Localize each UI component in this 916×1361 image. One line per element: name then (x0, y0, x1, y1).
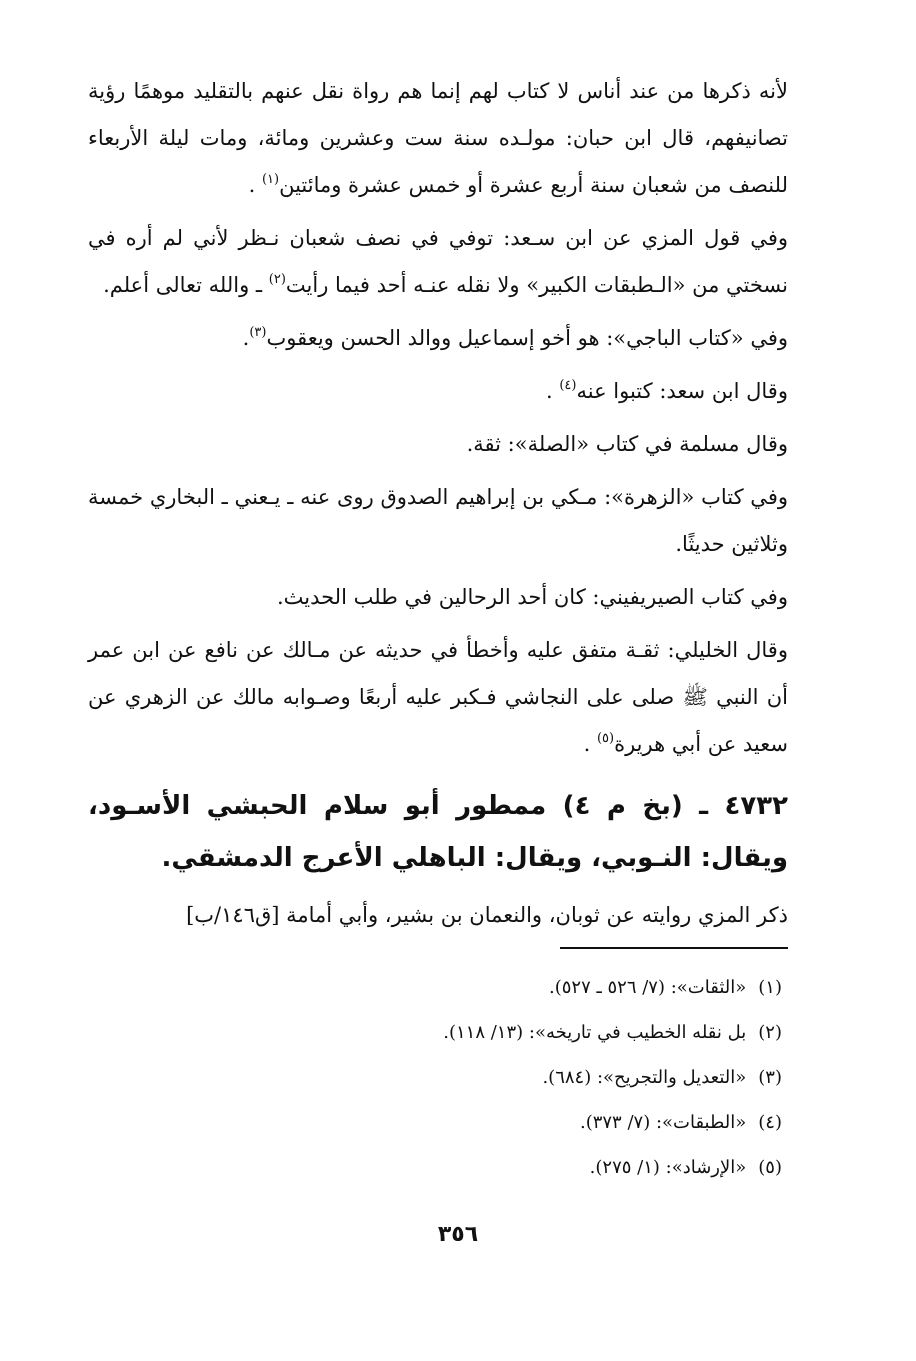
paragraph-1: لأنه ذكرها من عند أناس لا كتاب لهم إنما هم رواة نقل عنهم بالتقليد موهمًا رؤية تصانيفهم، قال ابن حبان: مولـده سنة ست وعشرين ومائة، ومات ليلة الأربعاء للنصف من شعبان سنة أربع عشرة أو خمس عشرة ومائتين$^{(١)}$ . (88, 79, 788, 197)
footnote-ref-2[interactable]: (٢) (268, 272, 286, 287)
footnote-1 (88, 965, 788, 1010)
footnote-divider (560, 947, 788, 949)
footnote-5 (88, 1145, 788, 1190)
footnote-ref-5[interactable]: (٥) (596, 731, 615, 746)
footnote-2 (88, 1010, 788, 1055)
footnote-number: (٤) (758, 1112, 782, 1133)
paragraph-8: وقال الخليلي: ثقـة متفق عليه وأخطأ في حديثه عن مـالك عن نافع عن ابن عمر أن النبي ﷺ صلى على النجاشي فـكبر عليه أربعًا وصـوابه مالك عن الزهري عن سعيد عن أبي هريرة$^{(٥)}$ . (88, 638, 788, 756)
footnote-3 (88, 1055, 788, 1100)
footnote-number: (٣) (758, 1067, 782, 1088)
paragraph-7: وفي كتاب الصيريفيني: كان أحد الرحالين في طلب الحديث. (276, 585, 788, 609)
footnote-text: «التعديل والتجريح»: (٦٨٤). (542, 1067, 747, 1088)
footnote-text: «الإرشاد»: (١/ ٢٧٥). (589, 1157, 747, 1178)
footnotes (88, 965, 788, 1190)
footnote-ref-1[interactable]: (١) (261, 172, 280, 187)
entry-text: ذكر المزي روايته عن ثوبان، والنعمان بن بشير، وأبي أمامة [ق١٤٦/ب] (186, 903, 788, 927)
footnote-text: «الثقات»: (٧/ ٥٢٦ ـ ٥٢٧). (549, 977, 747, 998)
paragraph-5: وقال مسلمة في كتاب «الصلة»: ثقة. (466, 432, 788, 456)
paragraph-6: وفي كتاب «الزهرة»: مـكي بن إبراهيم الصدوق روى عنه ـ يـعني ـ البخاري خمسة وثلاثين حديثًا. (88, 485, 788, 556)
page-number: ٣٥٦ (437, 1222, 479, 1247)
footnote-number: (٢) (758, 1022, 782, 1043)
paragraph-2: وفي قول المزي عن ابن سـعد: توفي في نصف شعبان نـظر لأني لم أره في نسختي من «الـطبقات الكبير» ولا نقله عنـه أحد فيما رأيت$^{(٢)}$ ـ والله تعالى أعلم. (88, 226, 788, 297)
footnote-number: (١) (758, 977, 782, 998)
footnote-4 (88, 1100, 788, 1145)
footnote-ref-4[interactable]: (٤) (559, 378, 577, 393)
footnote-text: بل نقله الخطيب في تاريخه»: (١٣/ ١١٨). (443, 1022, 747, 1043)
paragraph-3: وفي «كتاب الباجي»: هو أخو إسماعيل ووالد الحسن ويعقوب$^{(٣)}$. (242, 325, 788, 350)
entry-heading: ٤٧٣٢ ـ (بخ م ٤) ممطور أبو سلام الحبشي الأسـود، ويقال: النـوبي، ويقال: الباهلي الأعرج الدمشقي. (88, 791, 788, 873)
body-text (88, 68, 788, 768)
paragraph-4: وقال ابن سعد: كتبوا عنه$^{(٤)}$ . (545, 378, 788, 403)
footnote-ref-3[interactable]: (٣) (249, 325, 267, 340)
footnote-text: «الطبقات»: (٧/ ٣٧٣). (579, 1112, 747, 1133)
footnote-number: (٥) (758, 1157, 782, 1178)
